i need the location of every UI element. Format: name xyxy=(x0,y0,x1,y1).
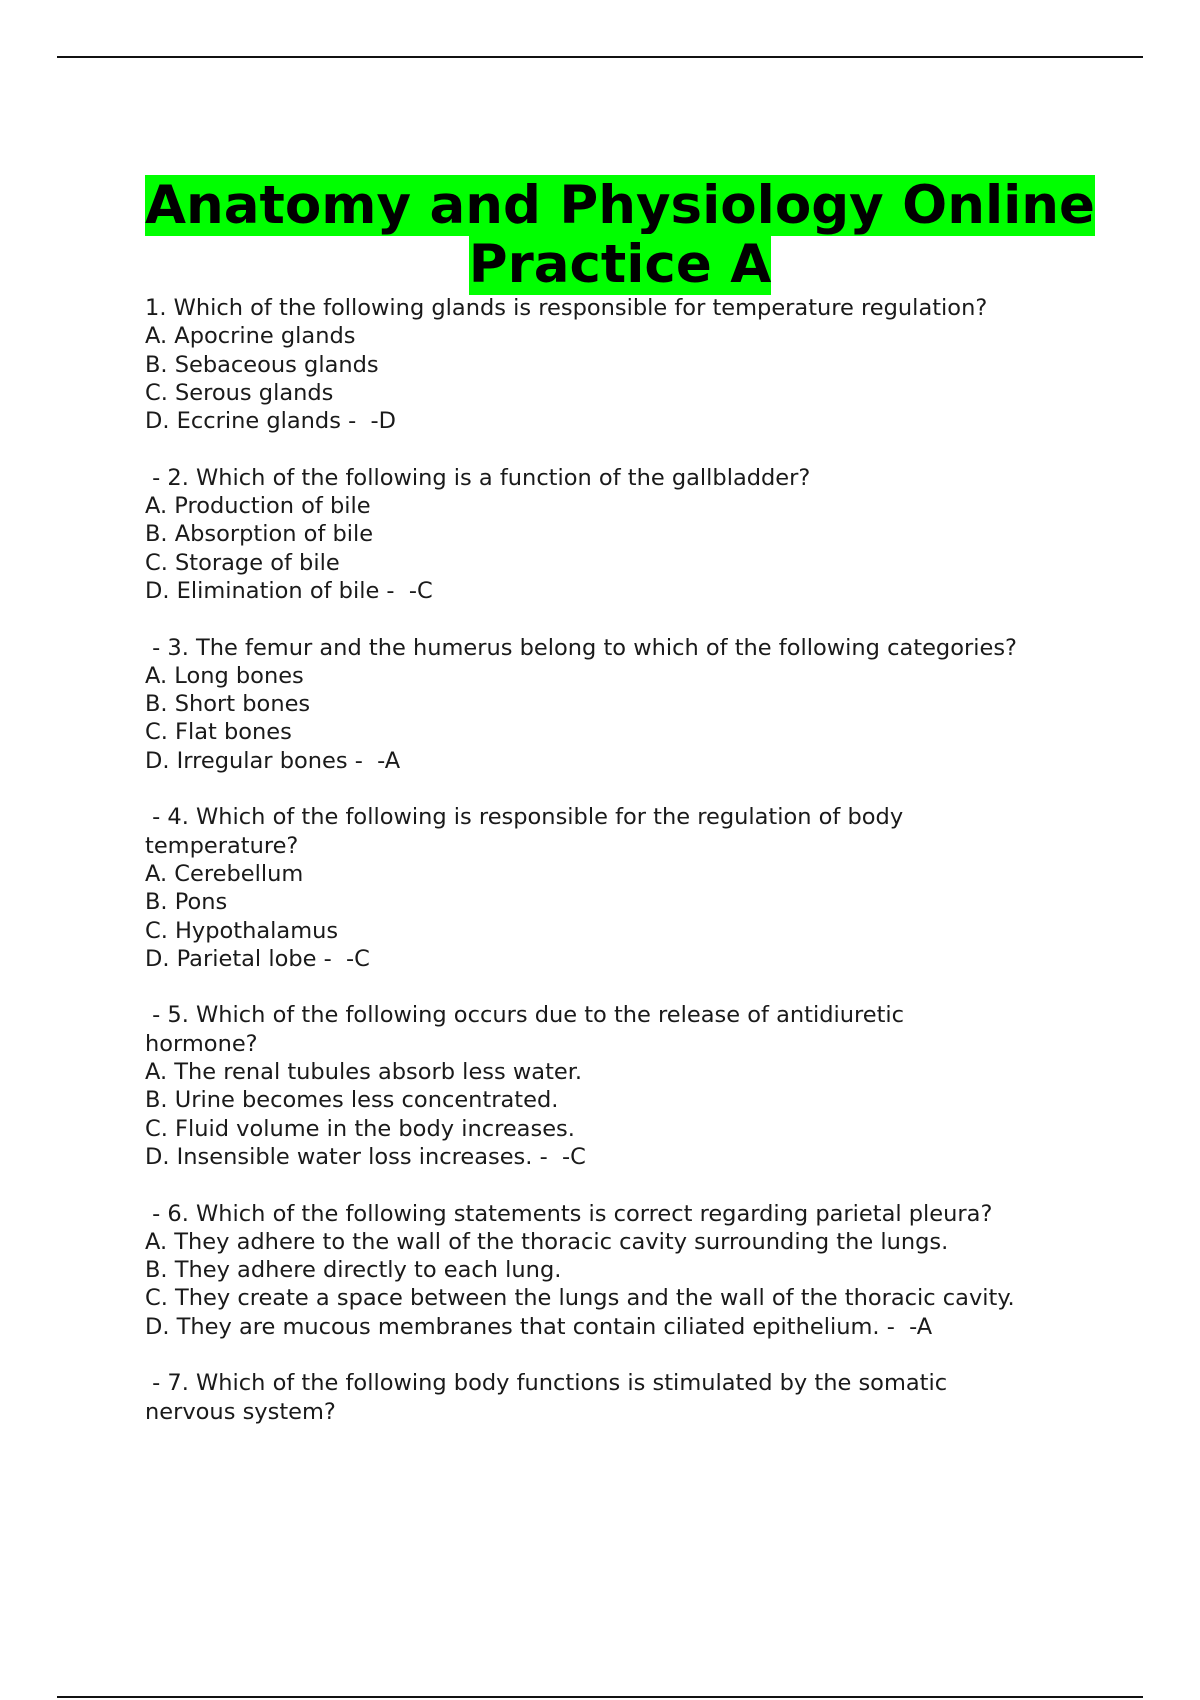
question-prompt-continued: hormone? xyxy=(145,1030,258,1057)
answer-option: A. Apocrine glands xyxy=(145,323,356,350)
answer-option: C. Storage of bile xyxy=(145,549,340,576)
answer-option: D. Irregular bones - -A xyxy=(145,747,401,774)
answer-option: A. The renal tubules absorb less water. xyxy=(145,1059,583,1086)
question-prompt: - 4. Which of the following is responsible for the regulation of body xyxy=(145,804,904,831)
answer-option: C. Flat bones xyxy=(145,719,292,746)
question-prompt: - 5. Which of the following occurs due to the release of antidiuretic xyxy=(145,1002,905,1029)
question-3 xyxy=(145,634,1145,775)
question-prompt: - 3. The femur and the humerus belong to which of the following categories? xyxy=(145,634,1017,661)
answer-option: C. Serous glands xyxy=(145,379,334,406)
answer-option: D. Insensible water loss increases. - -C xyxy=(145,1143,586,1170)
answer-option: B. Sebaceous glands xyxy=(145,351,379,378)
answer-option: A. They adhere to the wall of the thoracic cavity surrounding the lungs. xyxy=(145,1228,949,1255)
question-prompt-continued: temperature? xyxy=(145,832,299,859)
answer-option: B. Pons xyxy=(145,889,228,916)
answer-option: D. They are mucous membranes that contain ciliated epithelium. - -A xyxy=(145,1313,933,1340)
answer-option: B. They adhere directly to each lung. xyxy=(145,1257,562,1284)
answer-option: B. Absorption of bile xyxy=(145,521,374,548)
question-2 xyxy=(145,464,1145,605)
page-title xyxy=(60,176,1180,294)
answer-option: A. Long bones xyxy=(145,662,304,689)
question-prompt: 1. Which of the following glands is responsible for temperature regulation? xyxy=(145,295,988,321)
answer-option: C. They create a space between the lungs and the wall of the thoracic cavity. xyxy=(145,1285,1015,1312)
question-prompt: - 6. Which of the following statements is correct regarding parietal pleura? xyxy=(145,1200,993,1227)
footer-rule xyxy=(57,1696,1143,1698)
answer-option: B. Urine becomes less concentrated. xyxy=(145,1087,559,1114)
answer-option: C. Fluid volume in the body increases. xyxy=(145,1115,575,1142)
answer-option: D. Elimination of bile - -C xyxy=(145,577,433,604)
answer-option: D. Eccrine glands - -D xyxy=(145,408,396,435)
answer-option: C. Hypothalamus xyxy=(145,917,339,944)
question-6 xyxy=(145,1200,1145,1341)
answer-option: B. Short bones xyxy=(145,691,311,718)
question-list xyxy=(145,294,1145,1454)
question-1 xyxy=(145,294,1145,435)
question-5 xyxy=(145,1001,1145,1171)
question-prompt-continued: nervous system? xyxy=(145,1398,336,1425)
title-highlight: Anatomy and Physiology Online Practice A xyxy=(145,174,1095,295)
question-prompt: - 2. Which of the following is a function of the gallbladder? xyxy=(145,464,811,491)
question-prompt: - 7. Which of the following body functions is stimulated by the somatic xyxy=(145,1370,948,1397)
answer-option: A. Production of bile xyxy=(145,493,371,520)
header-rule xyxy=(57,56,1143,58)
question-4 xyxy=(145,803,1145,973)
answer-option: D. Parietal lobe - -C xyxy=(145,945,370,972)
answer-option: A. Cerebellum xyxy=(145,860,304,887)
question-7 xyxy=(145,1369,1145,1426)
